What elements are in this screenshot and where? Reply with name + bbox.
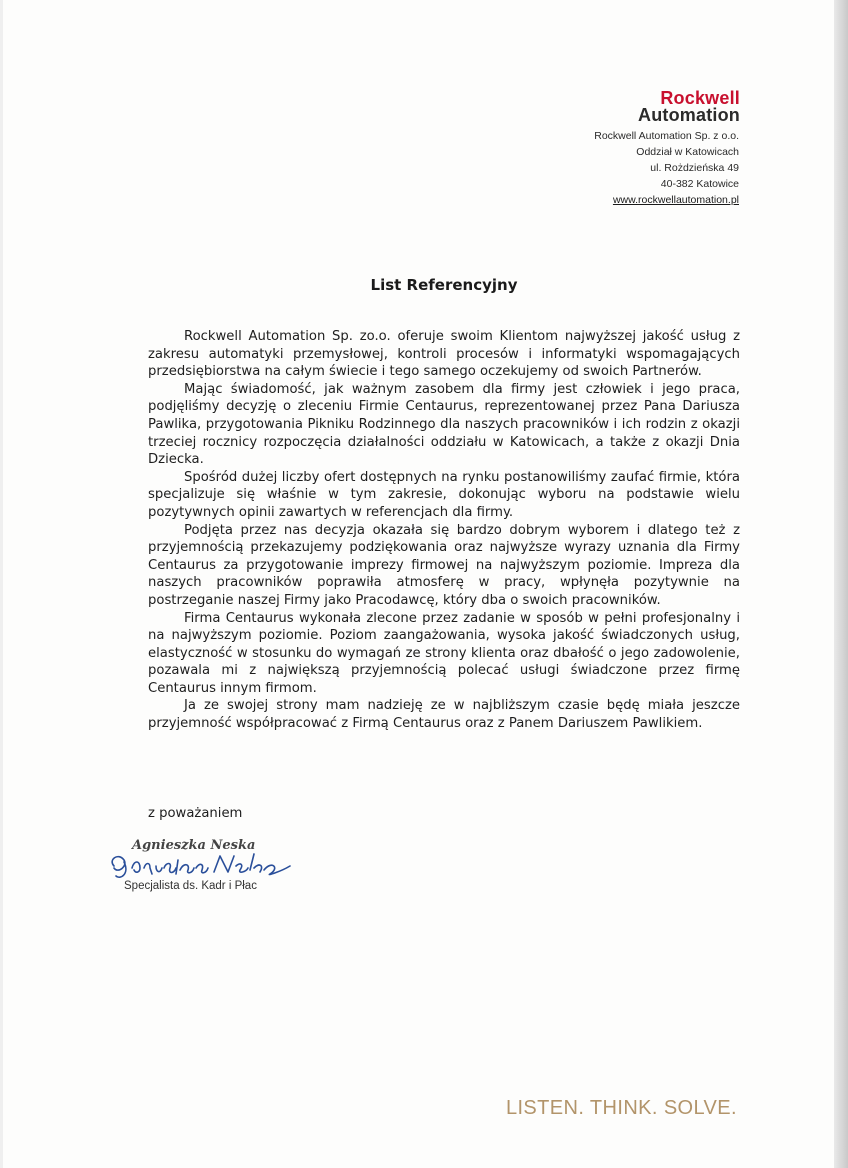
paragraph-3: Spośród dużej liczby ofert dostępnych na rynku postanowiliśmy zaufać firmie, która specjalizuje się właśnie w tym zakresie, dokonując wyboru na podstawie wielu pozytywnych opinii zawartych w referencjach dla firmy. <box>148 469 740 520</box>
company-logo <box>638 90 740 124</box>
company-address <box>594 128 739 208</box>
paragraph-4: Podjęta przez nas decyzja okazała się bardzo dobrym wyborem i dlatego też z przyjemnością przekazujemy podziękowania oraz najwyższe wyrazy uznania dla Firmy Centaurus za przygotowanie imprezy firmowej na najwyższym poziomie. Impreza dla naszych pracowników poprawiła atmosferę w pracy, wpłynęła pozytywnie na postrzeganie naszej Firmy jako Pracodawcę, który dba o swoich pracowników. <box>148 522 740 608</box>
brand-tagline: LISTEN. THINK. SOLVE. <box>505 1097 737 1119</box>
address-website-link[interactable]: www.rockwellautomation.pl <box>612 194 739 206</box>
paragraph-6: Ja ze swojej strony mam nadzieję ze w najbliższym czasie będę miała jeszcze przyjemność współpracować z Firmą Centaurus oraz z Panem Dariuszem Pawlikiem. <box>148 698 740 732</box>
scan-left-edge <box>0 0 3 1168</box>
paragraph-2: Mając świadomość, jak ważnym zasobem dla firmy jest człowiek i jego praca, podjęliśmy decyzję o zleceniu Firmie Centaurus, reprezentowanej przez Pana Dariusza Pawlika, przygotowania Pikniku Rodzinnego dla naszych pracowników i ich rodzin z okazji trzeciej rocznicy rozpoczęcia działalności oddziału w Katowicach, a także z okazji Dnia Dziecka. <box>148 381 740 468</box>
address-company: Rockwell Automation Sp. z o.o. <box>594 130 739 142</box>
logo-line-rockwell: Rockwell <box>660 88 740 108</box>
signature-printed-name: Agnieszka Neska <box>132 838 256 853</box>
paragraph-5: Firma Centaurus wykonała zlecone przez zadanie w sposób w pełni profesjonalny i na najwyższym poziomie. Poziom zaangażowania, wysoka jakość świadczonych usług, elastyczność w stosunku do wymagań ze strony klienta oraz dbałość o jego zadowolenie, pozawala mi z największą przyjemnością polecać usługi świadczone przez firmę Centaurus innym firmom. <box>148 610 740 696</box>
closing-salutation: z poważaniem <box>148 806 243 821</box>
paragraph-1: Rockwell Automation Sp. zo.o. oferuje swoim Klientom najwyższej jakość usług z zakresu automatyki przemysłowej, kontroli procesów i informatyki wspomagających przedsiębiorstwa na całym świecie i tego samego oczekujemy od swoich Partnerów. <box>148 329 740 380</box>
address-street: ul. Rożdzieńska 49 <box>650 162 739 174</box>
logo-line-automation: Automation <box>638 105 740 125</box>
scan-right-edge <box>834 0 848 1168</box>
letter-body <box>148 328 740 733</box>
handwritten-signature <box>104 846 304 882</box>
signature-position: Specjalista ds. Kadr i Płac <box>124 880 257 892</box>
address-city: 40-382 Katowice <box>660 178 739 190</box>
letter-title: List Referencyjny <box>370 276 518 294</box>
address-branch: Oddział w Katowicach <box>636 146 739 158</box>
